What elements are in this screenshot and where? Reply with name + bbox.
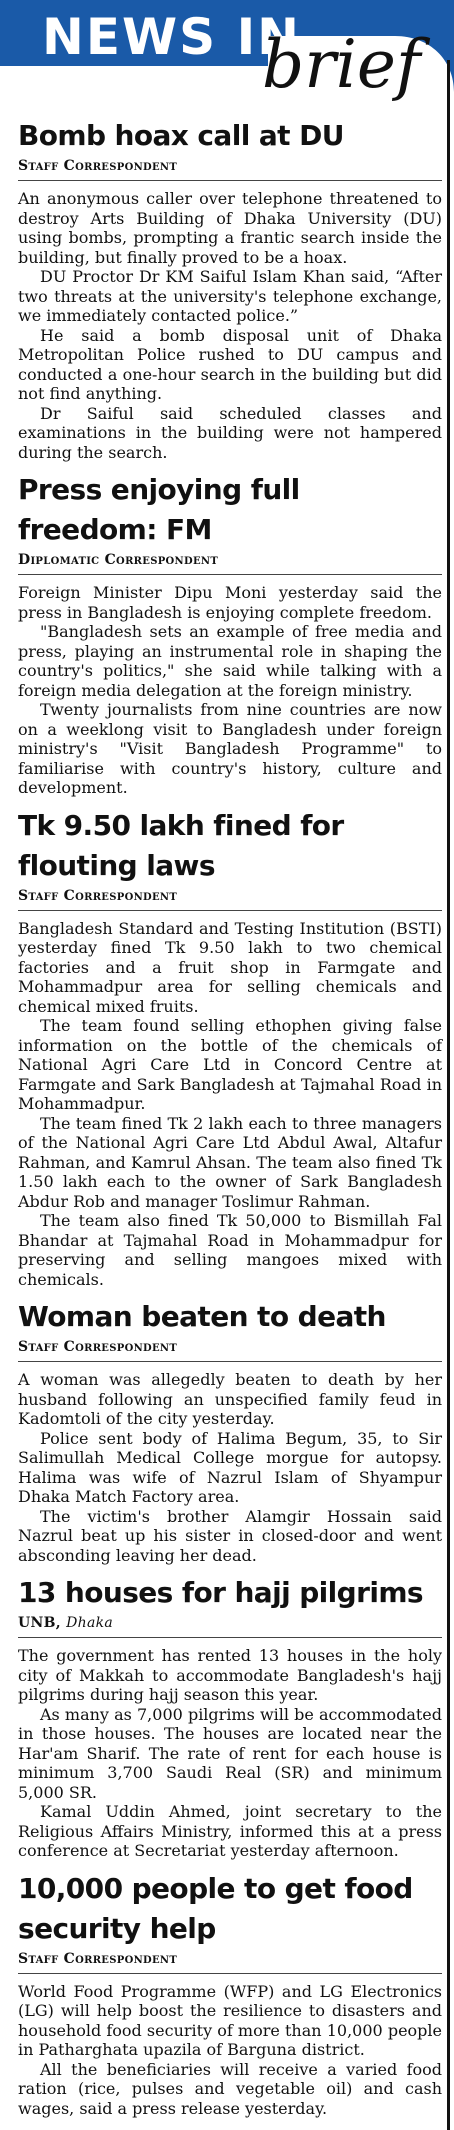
story-bomb-hoax [18,116,442,462]
story-hajj-houses [18,1573,442,1861]
story-byline: Staff Correspondent [18,886,442,911]
story-paragraph: World Food Programme (WFP) and LG Electronics (LG) will help boost the resilience to disasters and household food security of more than 10,000 people in Patharghata upazila of Barguna district. [18,1981,442,2059]
story-headline: 10,000 people to get food security help [18,1871,413,1945]
right-border-rule [447,60,450,2130]
story-paragraph: Police sent body of Halima Begum, 35, to Sir Salimullah Medical College morgue for autopsy. Halima was wife of Nazrul Islam of Shyampur Dhaka Match Factory area. [18,1428,442,1506]
story-press-freedom [18,470,442,798]
story-headline: 13 houses for hajj pilgrims [18,1576,423,1609]
story-paragraph: The government has rented 13 houses in the holy city of Makkah to accommodate Bangladesh's hajj pilgrims during hajj season this year. [18,1646,442,1704]
story-paragraph: As many as 7,000 pilgrims will be accommodated in those houses. The houses are located near the Har'am Sharif. The rate of rent for each house is minimum 3,700 Saudi Real (SR) and minimum 5,000 SR. [18,1704,442,1802]
news-column [18,116,442,2118]
story-headline: Bomb hoax call at DU [18,119,344,152]
banner-title: NEWS IN [42,8,302,66]
story-headline: Press enjoying full freedom: FM [18,473,300,546]
story-body [18,1370,442,1565]
story-body [18,189,442,462]
story-paragraph: He said a bomb disposal unit of Dhaka Metropolitan Police rushed to DU campus and conducted a one-hour search in the building but did not find anything. [18,325,442,403]
story-byline [18,1613,442,1638]
story-paragraph: Foreign Minister Dipu Moni yesterday said the press in Bangladesh is enjoying complete freedom. [18,583,442,622]
story-body [18,583,442,798]
story-byline: Diplomatic Correspondent [18,550,442,575]
story-paragraph: An anonymous caller over telephone threatened to destroy Arts Building of Dhaka University (DU) using bombs, prompting a frantic search inside the building, but finally proved to be a hoax. [18,189,442,267]
banner-subtitle: brief [262,26,421,103]
story-paragraph: Bangladesh Standard and Testing Institution (BSTI) yesterday fined Tk 9.50 lakh to two chemical factories and a fruit shop in Farmgate and Mohammadpur area for selling chemicals and chemical mixed fruits. [18,918,442,1016]
story-paragraph: The team also fined Tk 50,000 to Bismillah Fal Bhandar at Tajmahal Road in Mohammadpur for preserving and selling mangoes mixed with chemicals. [18,1211,442,1289]
story-food-security [18,1869,442,2119]
story-paragraph: Twenty journalists from nine countries are now on a weeklong visit to Bangladesh under foreign ministry's "Visit Bangladesh Programme" to familiarise with country's history, culture and development. [18,700,442,797]
story-bsti-fine [18,806,442,1290]
story-woman-beaten [18,1297,442,1565]
story-paragraph: DU Proctor Dr KM Saiful Islam Khan said, “After two threats at the university's telephone exchange, we immediately contacted police.” [18,267,442,325]
story-byline: Staff Correspondent [18,1949,442,1974]
story-byline: Staff Correspondent [18,156,442,181]
byline-agency: UNB, [18,1615,61,1631]
story-body [18,1982,442,2119]
news-in-brief-banner [0,0,454,103]
story-paragraph: A woman was allegedly beaten to death by her husband following an unspecified family feud in Kadomtoli of the city yesterday. [18,1370,442,1428]
story-paragraph: Dr Saiful said scheduled classes and examinations in the building were not hampered during the search. [18,403,442,462]
story-paragraph: The team fined Tk 2 lakh each to three managers of the National Agri Care Ltd Abdul Awal, Altafur Rahman, and Kamrul Ahsan. The team also fined Tk 1.50 lakh each to the owner of Sark Bangladesh Abdur Rob and manager Toslimur Rahman. [18,1113,442,1211]
story-paragraph: The victim's brother Alamgir Hossain said Nazrul beat up his sister in closed-door and went absconding leaving her dead. [18,1506,442,1565]
story-body [18,1646,442,1861]
story-byline: Staff Correspondent [18,1337,442,1362]
story-paragraph: "Bangladesh sets an example of free media and press, playing an instrumental role in shaping the country's politics," she said while talking with a foreign media delegation at the foreign ministry. [18,622,442,700]
story-paragraph: The team found selling ethophen giving false information on the bottle of the chemicals of National Agri Care Ltd in Concord Centre at Farmgate and Sark Bangladesh at Tajmahal Road in Mohammadpur. [18,1016,442,1113]
story-paragraph: Kamal Uddin Ahmed, joint secretary to the Religious Affairs Ministry, informed this at a press conference at Secretariat yesterday afternoon. [18,1802,442,1860]
story-body [18,919,442,1290]
story-headline: Tk 9.50 lakh fined for flouting laws [18,808,344,882]
story-headline: Woman beaten to death [18,1300,386,1333]
byline-place: Dhaka [66,1615,114,1631]
story-paragraph: All the beneficiaries will receive a varied food ration (rice, pulses and vegetable oil) and cash wages, said a press release yesterday. [18,2059,442,2118]
